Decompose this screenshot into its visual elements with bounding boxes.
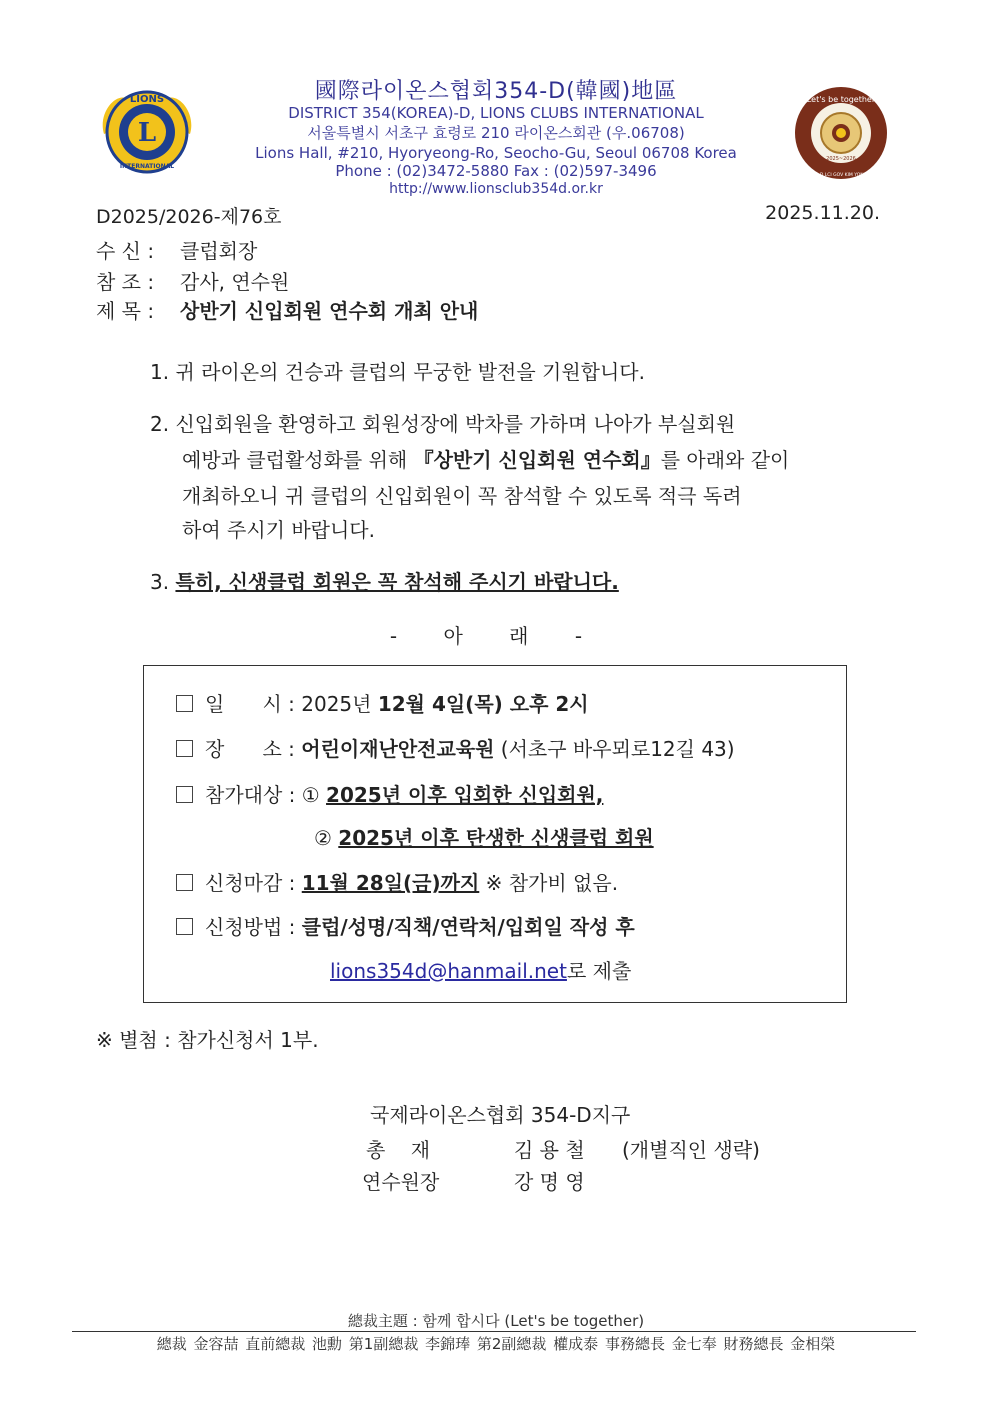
seal-text-bottom: DIST 354-D LCI GOV KIM YONG-CHEOL [797, 173, 885, 178]
detail-place-address: (서초구 바우뫼로12길 43) [494, 737, 735, 761]
reference-line [96, 266, 289, 295]
detail-method-label: 신청방법 : [205, 915, 296, 939]
header-address-english: Lions Hall, #210, Hyoryeong-Ro, Seocho-Gu, Seoul 06708 Korea [255, 144, 737, 162]
detail-date-year: 2025년 [301, 692, 378, 716]
subject-line [96, 295, 478, 324]
checkbox-icon [176, 786, 193, 803]
checkbox-icon [176, 918, 193, 935]
subject-label: 제 목 : [96, 299, 155, 323]
paragraph-2-line-3: 개최하오니 귀 클럽의 신입회원이 꼭 참석할 수 있도록 적극 독려 [182, 484, 742, 508]
paragraph-2-line-4: 하여 주시기 바랍니다. [182, 518, 375, 542]
detail-date-label: 일 시 : [205, 692, 295, 716]
checkbox-icon [176, 874, 193, 891]
logo-text-bottom: INTERNATIONAL [119, 163, 175, 170]
p3-emphasis: 특히, 신생클럽 회원은 꼭 참석해 주시기 바랍니다. [175, 570, 619, 594]
signature-name-1: 김 용 철 [514, 1138, 585, 1162]
detail-deadline-value: 11월 28일(금)까지 [301, 871, 480, 895]
p2-text-c: 를 아래와 같이 [660, 448, 790, 472]
logo-letter: L [137, 118, 157, 148]
recipient-line [96, 235, 257, 264]
header-address-korean: 서울특별시 서초구 효령로 210 라이온스회관 (우.06708) [307, 124, 685, 142]
detail-place-label: 장 소 : [205, 737, 295, 761]
seal-years: 2025~2026 [826, 156, 856, 162]
reference-label: 참 조 : [96, 270, 155, 294]
subject-value: 상반기 신입회원 연수회 개최 안내 [180, 299, 479, 323]
detail-date-row [176, 688, 589, 717]
logo-text-top: LIONS [129, 94, 165, 105]
contact-email-link[interactable]: lions354d@hanmail.net [330, 959, 567, 983]
agenda-title: - 아 래 - [389, 624, 603, 648]
detail-target-2-mark: ② [314, 826, 339, 850]
detail-place-name: 어린이재난안전교육원 [301, 737, 495, 761]
detail-deadline-note: ※ 참가비 없음. [479, 871, 619, 895]
detail-target-row-2 [314, 822, 654, 851]
footer-theme: 總裁主題 : 함께 합시다 (Let's be together) [347, 1312, 645, 1330]
footer-divider [72, 1331, 916, 1332]
signature-note-1: (개별직인 생략) [622, 1138, 760, 1162]
signature-organization: 국제라이온스협회 354-D지구 [370, 1103, 631, 1127]
seal-text-top: Let's be together [806, 95, 876, 104]
recipient-value: 클럽회장 [180, 239, 258, 263]
document-number: D2025/2026-제76호 [96, 206, 282, 228]
p2-event-name: 『상반기 신입회원 연수회』 [413, 448, 661, 472]
document-date: 2025.11.20. [765, 202, 880, 224]
p3-number: 3. [150, 570, 176, 594]
detail-place-row [176, 733, 735, 762]
signature-name-2: 강 명 영 [514, 1170, 585, 1194]
recipient-label: 수 신 : [96, 239, 155, 263]
detail-method-row [176, 911, 635, 940]
signature-role-1: 총 재 [366, 1138, 431, 1162]
attachment-note: ※ 별첨 : 참가신청서 1부. [96, 1028, 319, 1052]
signature-role-2: 연수원장 [362, 1170, 440, 1194]
detail-method-row-2 [330, 955, 631, 984]
p2-text-a: 예방과 클럽활성화를 위해 [182, 448, 414, 472]
detail-target-1: 2025년 이후 입회한 신입회원, [326, 783, 604, 807]
paragraph-2-line-1: 2. 신입회원을 환영하고 회원성장에 박차를 가하며 나아가 부실회원 [150, 412, 736, 436]
header-website: http://www.lionsclub354d.or.kr [389, 181, 603, 197]
detail-date-value: 12월 4일(목) 오후 2시 [377, 692, 589, 716]
footer-officers: 總裁 金容喆 直前總裁 池勳 第1副總裁 李錦琫 第2副總裁 權成泰 事務總長 金七奉 財務總長 金相榮 [156, 1335, 836, 1353]
header-title: 國際라이온스협회354-D(韓國)地區 [314, 79, 678, 104]
reference-value: 감사, 연수원 [180, 270, 290, 294]
detail-target-1-mark: ① [301, 783, 327, 807]
paragraph-2-line-2 [182, 442, 789, 478]
detail-target-label: 참가대상 : [205, 783, 296, 807]
detail-deadline-label: 신청마감 : [205, 871, 296, 895]
detail-deadline-row [176, 867, 618, 896]
header-phone-fax: Phone : (02)3472-5880 Fax : (02)597-3496 [335, 162, 657, 180]
checkbox-icon [176, 740, 193, 757]
checkbox-icon [176, 695, 193, 712]
detail-method-value: 클럽/성명/직책/연락처/입회일 작성 후 [301, 915, 635, 939]
header-english-name: DISTRICT 354(KOREA)-D, LIONS CLUBS INTERNATIONAL [288, 104, 704, 122]
detail-target-2: 2025년 이후 탄생한 신생클럽 회원 [338, 826, 654, 850]
detail-target-row [176, 779, 603, 808]
paragraph-3 [150, 564, 619, 600]
detail-method-suffix: 로 제출 [566, 959, 632, 983]
paragraph-1: 1. 귀 라이온의 건승과 클럽의 무궁한 발전을 기원합니다. [150, 360, 645, 384]
